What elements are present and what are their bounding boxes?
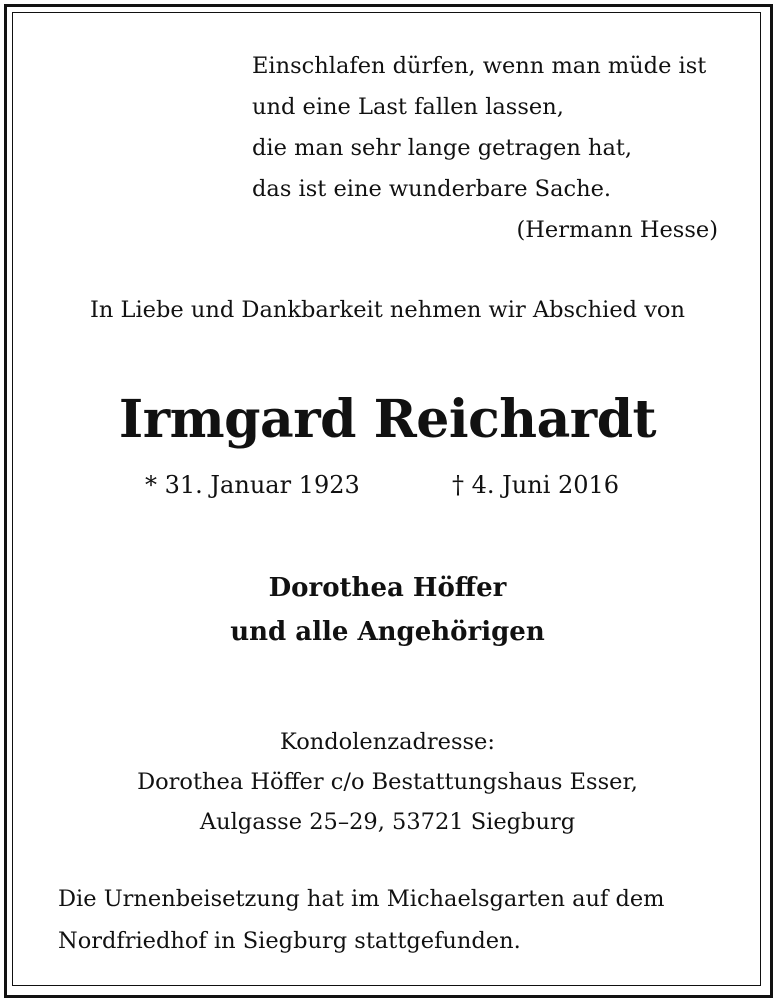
burial-line: Die Urnenbeisetzung hat im Michaelsgarten auf dem	[58, 886, 665, 912]
mourners	[0, 566, 775, 654]
condolence-address	[0, 722, 775, 842]
condolence-line: Aulgasse 25–29, 53721 Siegburg	[199, 809, 576, 835]
burial-notice	[58, 878, 728, 962]
condolence-heading: Kondolenzadresse:	[280, 729, 495, 755]
poem-line: und eine Last fallen lassen,	[252, 94, 564, 120]
poem-attribution: (Hermann Hesse)	[516, 217, 718, 243]
poem-line: die man sehr lange getragen hat,	[252, 135, 633, 161]
burial-line: Nordfriedhof in Siegburg stattgefunden.	[58, 928, 521, 954]
mourner-line: Dorothea Höffer	[268, 573, 507, 603]
poem-line: das ist eine wunderbare Sache.	[252, 176, 612, 202]
intro-text: In Liebe und Dankbarkeit nehmen wir Abschied von	[90, 297, 685, 323]
poem-quote	[252, 46, 724, 251]
mourner-line: und alle Angehörigen	[230, 617, 545, 647]
birth-date: * 31. Januar 1923	[145, 471, 360, 499]
death-date: † 4. Juni 2016	[452, 471, 620, 499]
poem-line: Einschlafen dürfen, wenn man müde ist	[252, 53, 707, 79]
deceased-name: Irmgard Reichardt	[118, 389, 657, 450]
condolence-line: Dorothea Höffer c/o Bestattungshaus Esser,	[137, 769, 638, 795]
